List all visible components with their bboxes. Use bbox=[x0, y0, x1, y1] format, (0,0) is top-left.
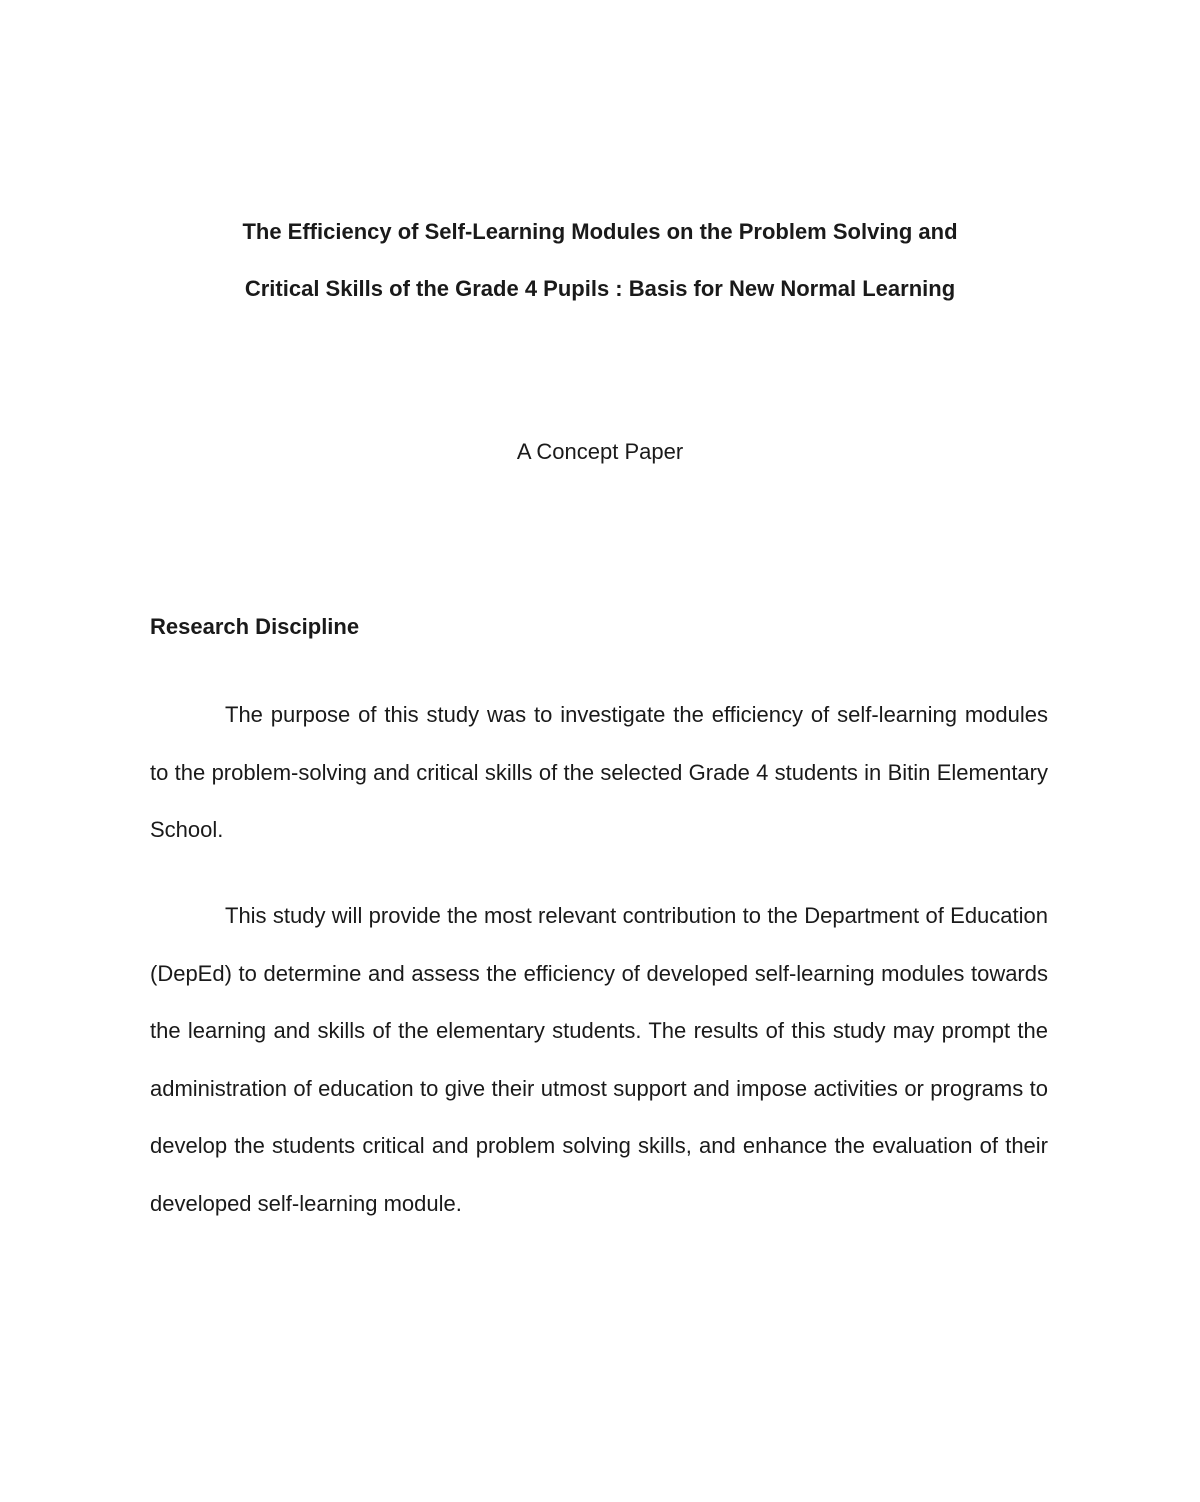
section-heading: Research Discipline bbox=[150, 614, 360, 639]
title-line-2: Critical Skills of the Grade 4 Pupils : Basis for New Normal Learning bbox=[244, 276, 956, 301]
paragraph-2: This study will provide the most relevant contribution to the Department of Education (DepEd) to determine and assess the efficiency of developed self-learning modules towards the learning and skills of the elementary students. The results of this study may prompt the administration of education to give their utmost support and impose activities or programs to develop the students critical and problem solving skills, and enhance the evaluation of their developed self-learning module. bbox=[150, 903, 1048, 1216]
paragraph-1: The purpose of this study was to investigate the efficiency of self-learning modules to the problem-solving and critical skills of the selected Grade 4 students in Bitin Elementary School. bbox=[150, 702, 1048, 842]
title-line-1: The Efficiency of Self-Learning Modules on the Problem Solving and bbox=[242, 219, 958, 244]
document-subtitle: A Concept Paper bbox=[516, 439, 684, 464]
document-title bbox=[150, 203, 1050, 317]
